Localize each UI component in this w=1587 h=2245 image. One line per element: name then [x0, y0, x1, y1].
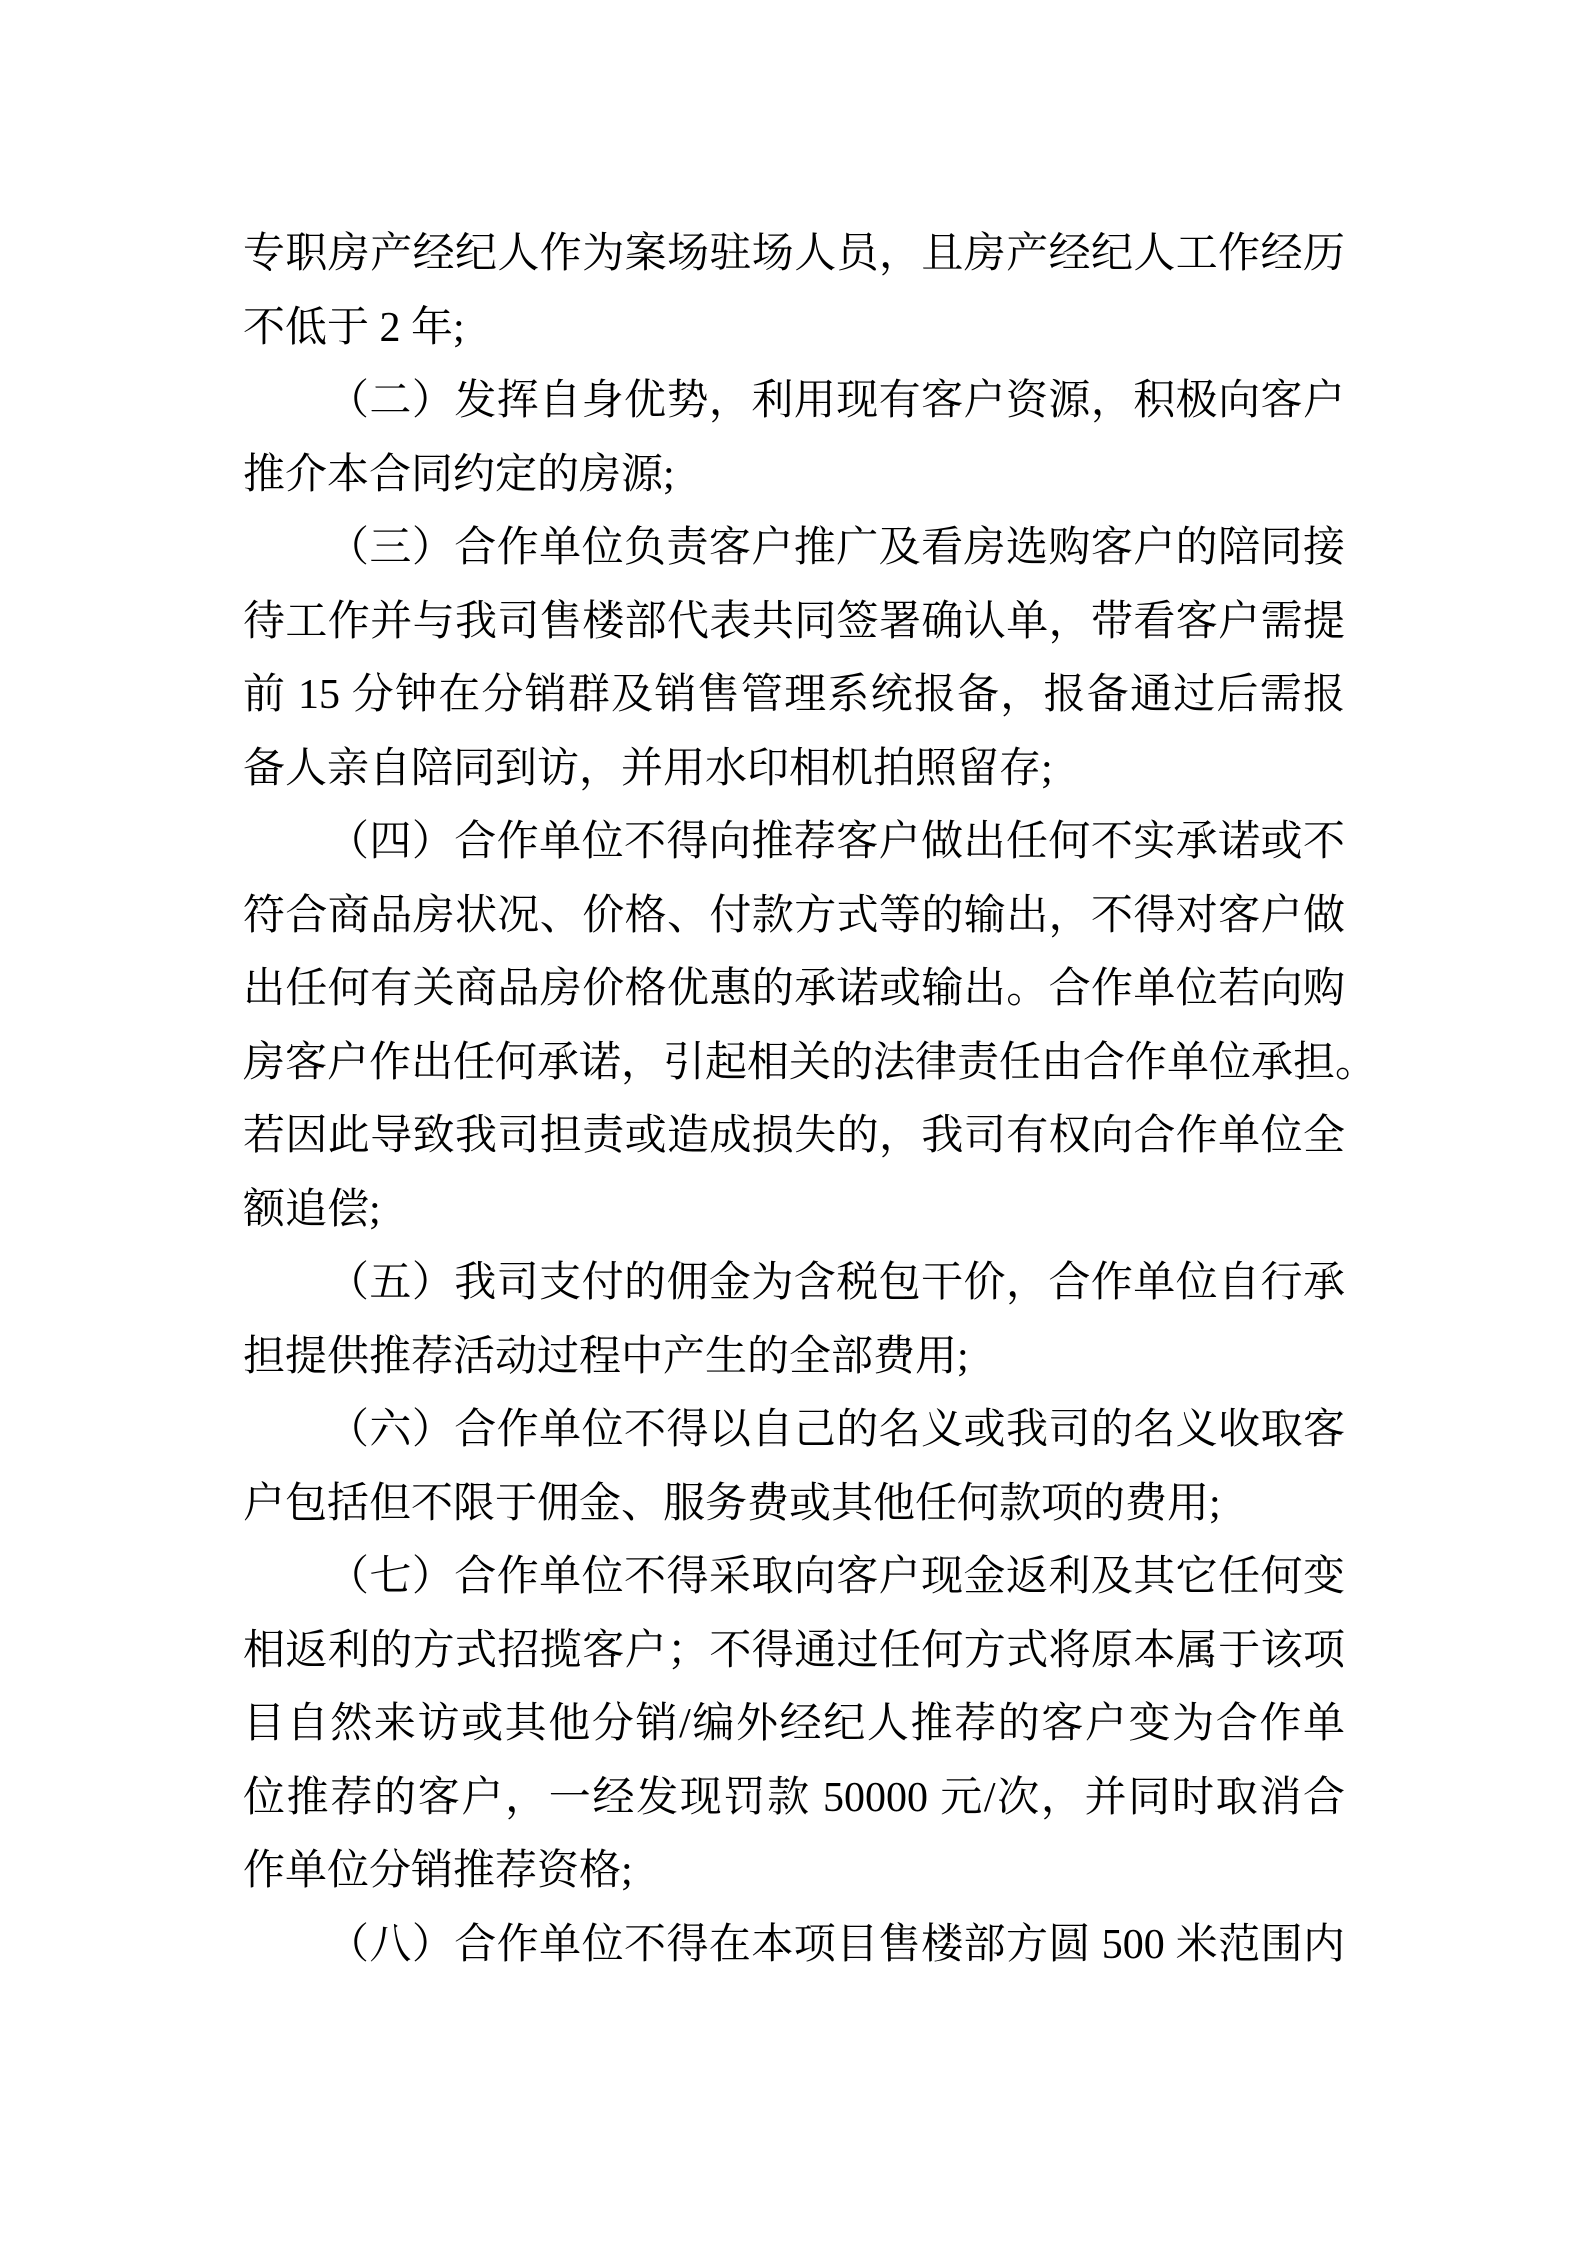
text-line: （七）合作单位不得采取向客户现金返利及其它任何变 [327, 1554, 1345, 1600]
text-line: 担提供推荐活动过程中产生的全部费用; [243, 1333, 969, 1380]
text-line: 专职房产经纪人作为案场驻场人员，且房产经纪人工作经历 [243, 231, 1345, 277]
text-line: 房客户作出任何承诺，引起相关的法律责任由合作单位承担。 [243, 1039, 1378, 1086]
text-line: 相返利的方式招揽客户；不得通过任何方式将原本属于该项 [243, 1627, 1345, 1674]
text-line: （五）我司支付的佣金为含税包干价，合作单位自行承 [327, 1260, 1345, 1306]
text-line: 不低于 2 年; [243, 304, 465, 351]
text-line: （四）合作单位不得向推荐客户做出任何不实承诺或不 [327, 819, 1345, 865]
text-line: （八）合作单位不得在本项目售楼部方圆 500 米范围内 [327, 1921, 1345, 1968]
text-line: 作单位分销推荐资格; [243, 1848, 633, 1894]
text-line: 户包括但不限于佣金、服务费或其他任何款项的费用; [243, 1480, 1221, 1527]
text-line: 出任何有关商品房价格优惠的承诺或输出。合作单位若向购 [243, 966, 1345, 1012]
document-body [243, 218, 1378, 1982]
text-line: 前 15 分钟在分销群及销售管理系统报备，报备通过后需报 [243, 672, 1345, 718]
text-line: （二）发挥自身优势，利用现有客户资源，积极向客户 [327, 378, 1345, 424]
text-line: 若因此导致我司担责或造成损失的，我司有权向合作单位全 [243, 1113, 1345, 1159]
text-line: （六）合作单位不得以自己的名义或我司的名义收取客 [327, 1407, 1345, 1453]
text-line: 额追偿; [243, 1186, 381, 1233]
text-line: （三）合作单位负责客户推广及看房选购客户的陪同接 [327, 525, 1345, 571]
text-line: 待工作并与我司售楼部代表共同签署确认单，带看客户需提 [243, 598, 1345, 645]
text-line: 符合商品房状况、价格、付款方式等的输出，不得对客户做 [243, 892, 1345, 939]
text-line: 备人亲自陪同到访，并用水印相机拍照留存; [243, 745, 1053, 792]
text-line: 推介本合同约定的房源; [243, 451, 675, 498]
text-line: 位推荐的客户，一经发现罚款 50000 元/次，并同时取消合 [243, 1774, 1345, 1821]
text-line: 目自然来访或其他分销/编外经纪人推荐的客户变为合作单 [243, 1701, 1345, 1747]
